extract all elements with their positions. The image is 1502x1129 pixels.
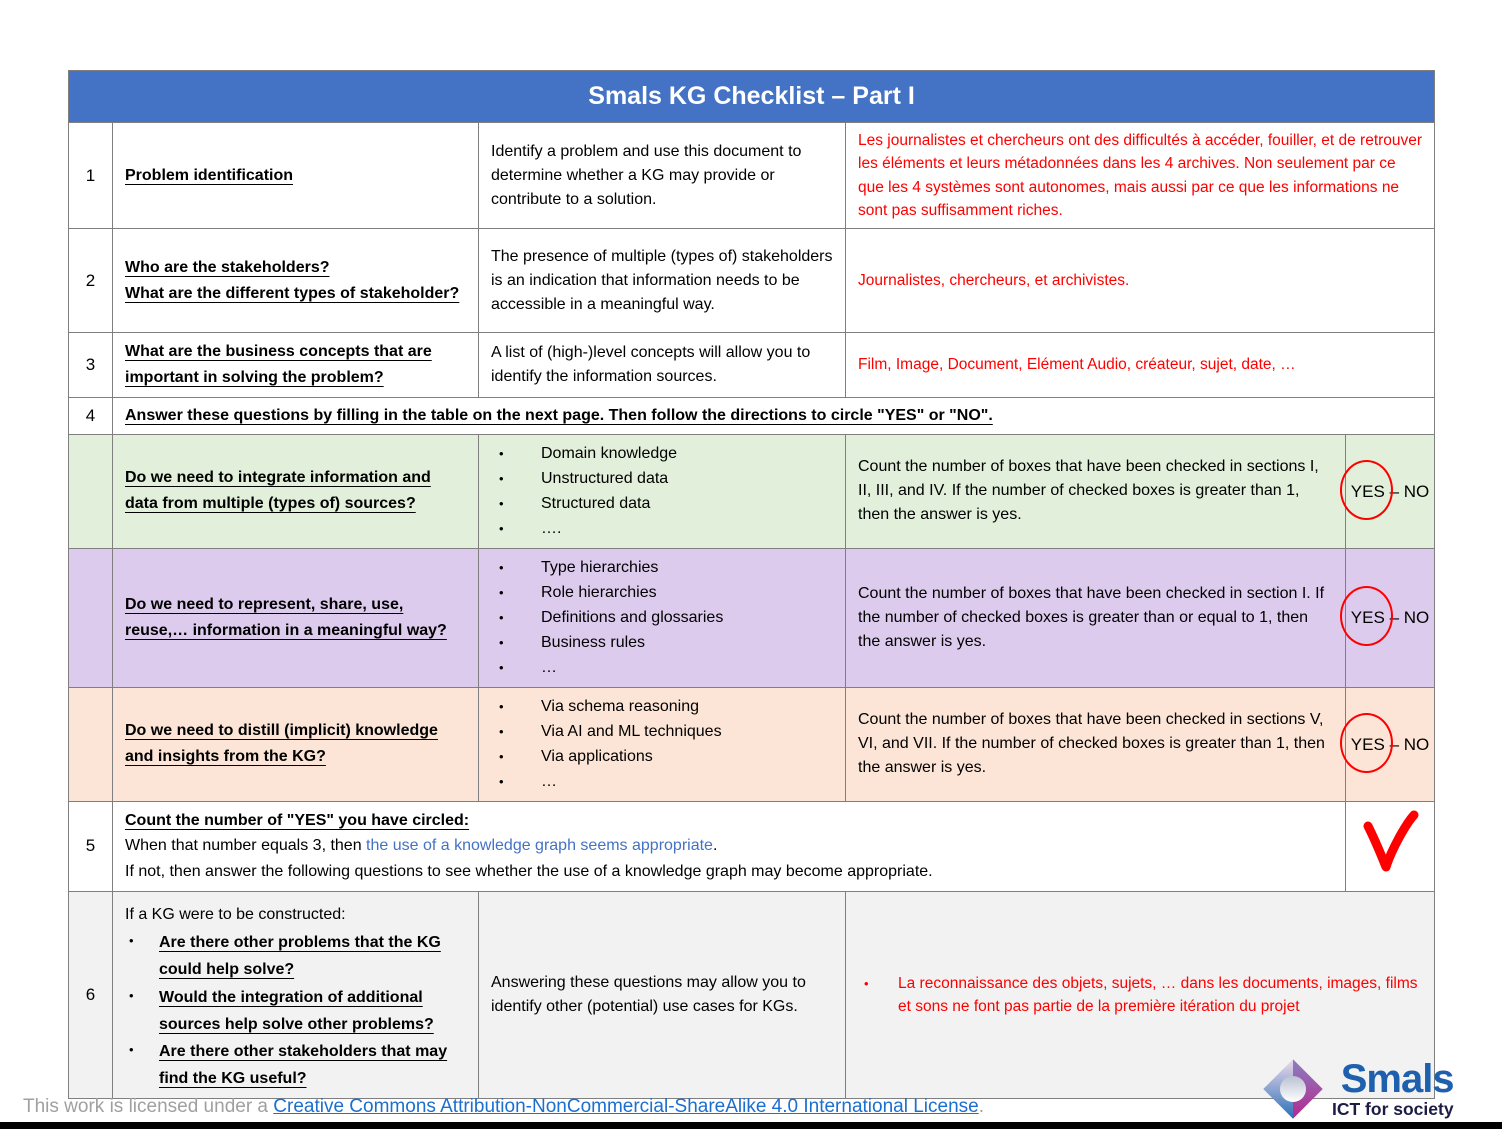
list-item-label: Unstructured data bbox=[541, 469, 669, 487]
list-item-label: Domain knowledge bbox=[541, 444, 678, 462]
yes-circled-icon bbox=[1340, 586, 1393, 646]
line2-highlight: the use of a knowledge graph seems appropriate bbox=[366, 837, 713, 855]
smals-logo bbox=[1262, 1058, 1454, 1120]
check-icon bbox=[1358, 809, 1422, 875]
question-business-concepts bbox=[113, 333, 479, 398]
answer-text: La reconnaissance des objets, sujets, … dans les documents, images, films et sons ne font pas partie de la première itération du projet bbox=[898, 974, 1418, 1015]
yes-circled-icon bbox=[1340, 460, 1393, 520]
row-number: 1 bbox=[69, 123, 113, 229]
dash: – bbox=[1389, 734, 1400, 754]
instruction-text: Answer these questions by filling in the table on the next page. Then follow the directions to circle "YES" or "NO". bbox=[125, 406, 993, 424]
no-label: NO bbox=[1403, 608, 1430, 628]
bullet-icon: • bbox=[864, 975, 869, 991]
list-item-label: Are there other problems that the KG could help solve? bbox=[159, 934, 441, 979]
description-cell: Answering these questions may allow you to identify other (potential) use cases for KGs. bbox=[479, 891, 846, 1099]
yes-label: YES bbox=[1350, 481, 1385, 501]
yes-no-choice bbox=[1351, 479, 1429, 505]
yes-no-choice bbox=[1351, 732, 1429, 758]
list-item bbox=[491, 770, 833, 794]
line2-suffix: . bbox=[712, 837, 718, 855]
options-cell bbox=[479, 548, 846, 687]
logo-tagline: ICT for society bbox=[1332, 1098, 1454, 1119]
yes-no-cell bbox=[1346, 434, 1435, 548]
list-item bbox=[491, 467, 833, 491]
row-number-empty bbox=[69, 434, 113, 548]
list-item-label: …. bbox=[541, 519, 562, 537]
list-item-label: Role hierarchies bbox=[541, 583, 657, 601]
bullet-icon: • bbox=[499, 470, 504, 486]
list-item bbox=[491, 606, 833, 630]
question-stakeholders bbox=[113, 229, 479, 333]
license-link[interactable]: Creative Commons Attribution-NonCommercial-ShareAlike 4.0 International License bbox=[273, 1096, 979, 1117]
list-item bbox=[491, 442, 833, 466]
table-row-6 bbox=[69, 891, 1435, 1099]
row-number: 3 bbox=[69, 333, 113, 398]
row-number: 5 bbox=[69, 801, 113, 891]
smals-logo-text bbox=[1332, 1056, 1454, 1119]
answer-cell: Journalistes, chercheurs, et archivistes. bbox=[846, 229, 1435, 333]
question-text: What are the business concepts that are important in solving the problem? bbox=[125, 343, 432, 386]
count-instruction-cell: Count the number of boxes that have been checked in sections I, II, III, and IV. If the number of checked boxes is greater than 1, then the answer is yes. bbox=[846, 434, 1346, 548]
question-distill-knowledge bbox=[113, 687, 479, 801]
list-item-label: Via AI and ML techniques bbox=[541, 722, 722, 740]
list-item-label: Would the integration of additional sources help solve other problems? bbox=[159, 988, 434, 1033]
list-item-label: Via schema reasoning bbox=[541, 697, 700, 715]
description-cell: Identify a problem and use this document to determine whether a KG may provide or contribute to a solution. bbox=[479, 123, 846, 229]
row-number-empty bbox=[69, 687, 113, 801]
bullet-icon: • bbox=[499, 445, 504, 461]
answer-cell: Les journalistes et chercheurs ont des difficultés à accéder, fouiller, et de retrouver les éléments et leurs métadonnées dans les 4 archives. Non seulement par ce que les 4 systèmes sont autonomes, mais aussi par ce que les informations ne sont pas suffisamment riches. bbox=[846, 123, 1435, 229]
list-item-label: Are there other stakeholders that may find the KG useful? bbox=[159, 1042, 448, 1088]
result-check-cell bbox=[1346, 801, 1435, 891]
description-cell: A list of (high-)level concepts will allow you to identify the information sources. bbox=[479, 333, 846, 398]
count-yes-line2 bbox=[125, 833, 1333, 859]
yes-label: YES bbox=[1350, 608, 1385, 628]
line2-prefix: When that number equals 3, then bbox=[125, 837, 367, 855]
table-row-2 bbox=[69, 229, 1435, 333]
table-row-distill bbox=[69, 687, 1435, 801]
bullet-icon: • bbox=[129, 1041, 134, 1057]
bullet-icon: • bbox=[499, 723, 504, 739]
list-item bbox=[491, 581, 833, 605]
bullet-icon: • bbox=[129, 933, 134, 949]
list-item bbox=[491, 720, 833, 744]
table-row-1 bbox=[69, 123, 1435, 229]
bullet-icon: • bbox=[499, 520, 504, 536]
question-integrate-sources bbox=[113, 434, 479, 548]
list-item bbox=[125, 929, 466, 983]
list-item-label: Business rules bbox=[541, 633, 646, 651]
bottom-bar bbox=[0, 1122, 1502, 1129]
instruction-cell bbox=[113, 397, 1435, 434]
intro-text: If a KG were to be constructed: bbox=[125, 905, 346, 923]
smals-diamond-icon bbox=[1262, 1058, 1324, 1120]
no-label: NO bbox=[1403, 734, 1430, 754]
question-kg-constructed bbox=[113, 891, 479, 1099]
no-label: NO bbox=[1403, 481, 1430, 501]
row-number: 2 bbox=[69, 229, 113, 333]
license-prefix: This work is licensed under a bbox=[23, 1096, 274, 1117]
question-problem-identification bbox=[113, 123, 479, 229]
list-item bbox=[125, 984, 466, 1038]
list-item bbox=[491, 517, 833, 541]
question-text: Do we need to integrate information and data from multiple (types of) sources? bbox=[125, 469, 431, 513]
list-item bbox=[491, 695, 833, 719]
list-item-label: … bbox=[541, 772, 557, 790]
table-row-5 bbox=[69, 801, 1435, 891]
bullet-icon: • bbox=[499, 609, 504, 625]
bullet-icon: • bbox=[499, 634, 504, 650]
dash: – bbox=[1389, 608, 1400, 628]
bullet-icon: • bbox=[499, 698, 504, 714]
options-cell bbox=[479, 434, 846, 548]
question-text: Do we need to represent, share, use, reuse,… information in a meaningful way? bbox=[125, 595, 447, 639]
row-number: 4 bbox=[69, 397, 113, 434]
count-instruction-cell: Count the number of boxes that have been checked in section I. If the number of checked boxes is greater than or equal to 1, then the answer is yes. bbox=[846, 548, 1346, 687]
question-text: What are the different types of stakeholder? bbox=[125, 284, 460, 302]
question-represent-share bbox=[113, 548, 479, 687]
bullet-icon: • bbox=[499, 773, 504, 789]
table-row-integrate bbox=[69, 434, 1435, 548]
row-number: 6 bbox=[69, 891, 113, 1099]
count-yes-cell bbox=[113, 801, 1346, 891]
yes-no-cell bbox=[1346, 548, 1435, 687]
yes-circled-icon bbox=[1340, 713, 1393, 773]
license-text bbox=[23, 1096, 984, 1118]
bullet-icon: • bbox=[499, 748, 504, 764]
list-item-label: … bbox=[541, 658, 557, 676]
row-number-empty bbox=[69, 548, 113, 687]
list-item bbox=[491, 745, 833, 769]
answer-cell: Film, Image, Document, Elément Audio, créateur, sujet, date, … bbox=[846, 333, 1435, 398]
count-yes-heading: Count the number of "YES" you have circled: bbox=[125, 811, 470, 829]
list-item bbox=[491, 556, 833, 580]
table-row-4 bbox=[69, 397, 1435, 434]
yes-label: YES bbox=[1350, 734, 1385, 754]
list-item-label: Structured data bbox=[541, 494, 651, 512]
table-row-represent bbox=[69, 548, 1435, 687]
logo-name: Smals bbox=[1340, 1056, 1454, 1101]
count-instruction-cell: Count the number of boxes that have been checked in sections V, VI, and VII. If the number of checked boxes is greater than 1, then the answer is yes. bbox=[846, 687, 1346, 801]
question-text: Do we need to distill (implicit) knowledge and insights from the KG? bbox=[125, 722, 438, 766]
bullet-icon: • bbox=[499, 495, 504, 511]
bullet-icon: • bbox=[499, 659, 504, 675]
question-bullets bbox=[125, 929, 466, 1092]
bullet-icon: • bbox=[499, 559, 504, 575]
list-item-label: Type hierarchies bbox=[541, 558, 659, 576]
options-cell bbox=[479, 687, 846, 801]
list-item-label: Definitions and glossaries bbox=[541, 608, 724, 626]
list-item bbox=[858, 972, 1422, 1019]
list-item bbox=[125, 1038, 466, 1092]
table-header-row bbox=[69, 71, 1435, 123]
list-item bbox=[491, 656, 833, 680]
checklist-table bbox=[68, 70, 1434, 1099]
count-yes-line3: If not, then answer the following questions to see whether the use of a knowledge graph may become appropriate. bbox=[125, 863, 933, 880]
license-suffix: . bbox=[978, 1096, 984, 1117]
bullet-icon: • bbox=[499, 584, 504, 600]
list-item bbox=[491, 631, 833, 655]
list-item-label: Via applications bbox=[541, 747, 653, 765]
question-text: Problem identification bbox=[125, 166, 294, 184]
yes-no-choice bbox=[1351, 605, 1429, 631]
table-row-3 bbox=[69, 333, 1435, 398]
description-cell: The presence of multiple (types of) stakeholders is an indication that information needs to be accessible in a meaningful way. bbox=[479, 229, 846, 333]
yes-no-cell bbox=[1346, 687, 1435, 801]
page-title: Smals KG Checklist – Part I bbox=[69, 71, 1435, 123]
bullet-icon: • bbox=[129, 987, 134, 1003]
question-text: Who are the stakeholders? bbox=[125, 258, 330, 276]
list-item bbox=[491, 492, 833, 516]
dash: – bbox=[1389, 481, 1400, 501]
